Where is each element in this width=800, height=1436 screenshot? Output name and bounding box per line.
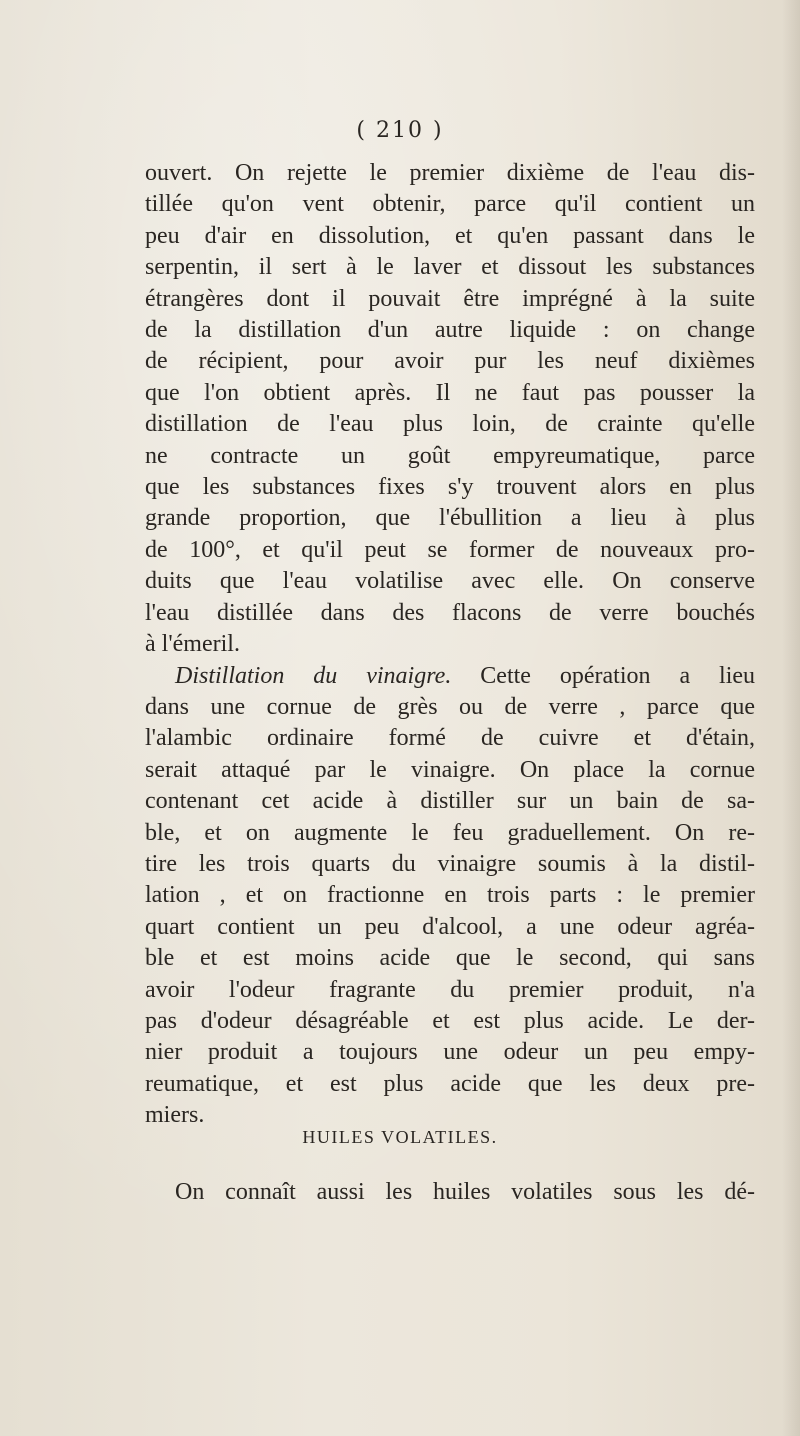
text-line: pas d'odeur désagréable et est plus acide. Le der-: [145, 1007, 755, 1034]
section-heading: HUILES VOLATILES.: [302, 1127, 498, 1147]
text-line: étrangères dont il pouvait être imprégné à la suite: [145, 285, 755, 312]
text-line: ouvert. On rejette le premier dixième de l'eau dis-: [145, 160, 755, 186]
text-line: serpentin, il sert à le laver et dissout les substances: [145, 254, 755, 281]
text-line: ble, et on augmente le feu graduellement. On re-: [145, 819, 755, 846]
text-line: ble et est moins acide que le second, qui sans: [145, 945, 755, 972]
text-line: ne contracte un goût empyreumatique, parce: [145, 442, 755, 469]
paragraph-first-line: [145, 661, 755, 692]
text-line-rest: Cette opération a lieu: [480, 662, 756, 689]
text-line: quart contient un peu d'alcool, a une odeur agréa-: [145, 913, 755, 940]
body-text: [145, 158, 755, 1132]
text-line: tillée qu'on vent obtenir, parce qu'il contient un: [145, 191, 755, 218]
paragraph-title: Distillation du vinaigre.: [175, 662, 452, 689]
text-line: de la distillation d'un autre liquide : on change: [145, 317, 755, 344]
text-line: tire les trois quarts du vinaigre soumis à la distil-: [145, 850, 755, 877]
text-line: de récipient, pour avoir pur les neuf dixièmes: [145, 348, 755, 375]
text-line: distillation de l'eau plus loin, de crainte qu'elle: [145, 411, 755, 438]
text-line: nier produit a toujours une odeur un peu empy-: [145, 1039, 755, 1066]
text-line: dans une cornue de grès ou de verre , parce que: [145, 693, 755, 720]
text-line: avoir l'odeur fragrante du premier produit, n'a: [145, 976, 755, 1003]
text-line: l'eau distillée dans des flacons de verre bouchés: [145, 599, 755, 626]
text-line: de 100°, et qu'il peut se former de nouveaux pro-: [145, 536, 755, 563]
text-line: contenant cet acide à distiller sur un bain de sa-: [145, 788, 755, 815]
text-line: reumatique, et est plus acide que les deux pre-: [145, 1070, 755, 1097]
text-line: lation , et on fractionne en trois parts : le premier: [145, 882, 755, 909]
text-line: miers.: [145, 1102, 205, 1129]
text-line: que l'on obtient après. Il ne faut pas pousser la: [145, 379, 755, 406]
page-edge-shadow: [782, 0, 800, 1436]
text-line: que les substances fixes s'y trouvent alors en plus: [145, 474, 755, 501]
final-text-line: On connaît aussi les huiles volatiles sous les dé-: [175, 1179, 755, 1205]
text-line: grande proportion, que l'ébullition a lieu à plus: [145, 505, 755, 532]
text-line: duits que l'eau volatilise avec elle. On conserve: [145, 568, 755, 595]
text-line: l'alambic ordinaire formé de cuivre et d'étain,: [145, 725, 755, 752]
text-line: peu d'air en dissolution, et qu'en passant dans le: [145, 222, 755, 249]
page-number: ( 210 ): [356, 118, 444, 143]
text-line: serait attaqué par le vinaigre. On place la cornue: [145, 756, 755, 783]
text-line: à l'émeril.: [145, 631, 240, 658]
